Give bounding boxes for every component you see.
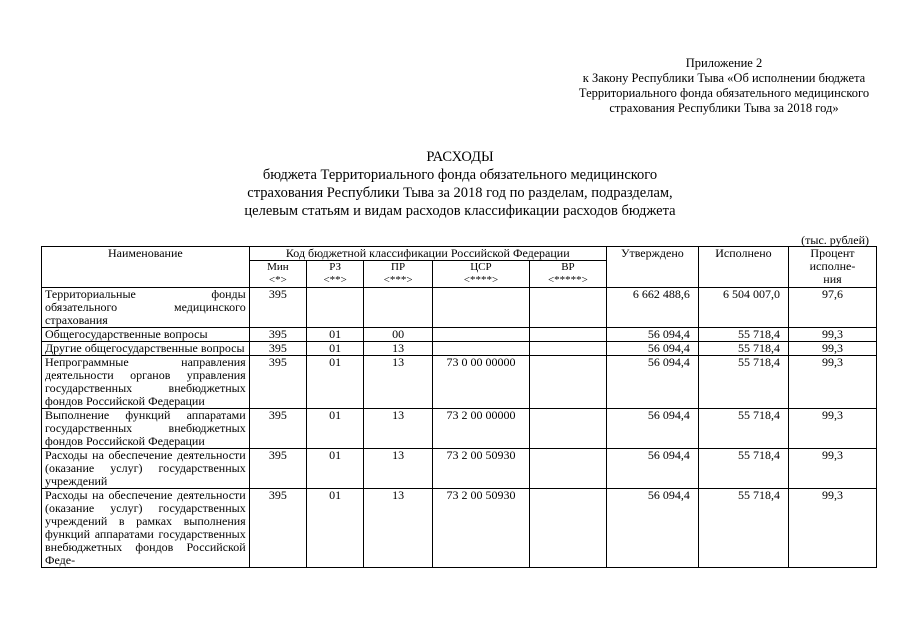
header-percent-line: исполне- [809, 259, 856, 273]
row-approved: 56 094,4 [606, 356, 698, 409]
expenses-table [41, 246, 877, 568]
row-pr: 13 [364, 489, 433, 568]
row-pr: 13 [364, 356, 433, 409]
row-name: Выполнение функций аппаратами государственных внебюджетных фондов Российской Федерации [42, 409, 250, 449]
row-name: Расходы на обеспечение деятельности (оказание услуг) государственных учреждений в рамках выполнения функций аппаратами государственных внебюджетных фондов Российской Феде- [42, 489, 250, 568]
header-code-group: Код бюджетной классификации Российской Федерации [249, 247, 606, 261]
row-percent: 99,3 [788, 356, 876, 409]
row-csr [432, 328, 529, 342]
header-csr-note: <****> [463, 274, 499, 286]
row-min: 395 [249, 356, 306, 409]
table-row [42, 409, 877, 449]
row-percent: 99,3 [788, 449, 876, 489]
row-csr: 73 2 00 50930 [432, 449, 529, 489]
row-pr [364, 288, 433, 328]
row-approved: 6 662 488,6 [606, 288, 698, 328]
row-name: Общегосударственные вопросы [42, 328, 250, 342]
row-percent: 99,3 [788, 328, 876, 342]
row-csr: 73 2 00 50930 [432, 489, 529, 568]
header-pr-label: ПР [391, 261, 406, 273]
header-csr-label: ЦСР [470, 261, 492, 273]
row-min: 395 [249, 409, 306, 449]
row-approved: 56 094,4 [606, 328, 698, 342]
row-executed: 55 718,4 [698, 342, 788, 356]
row-executed: 55 718,4 [698, 328, 788, 342]
row-pr: 13 [364, 449, 433, 489]
header-executed: Исполнено [698, 247, 788, 288]
title-line: целевым статьям и видам расходов классификации расходов бюджета [244, 203, 676, 219]
row-csr: 73 2 00 00000 [432, 409, 529, 449]
table-row [42, 328, 877, 342]
header-percent-line: Процент [810, 246, 855, 260]
row-name: Расходы на обеспечение деятельности (оказание услуг) государственных учреждений [42, 449, 250, 489]
header-percent-line: ния [823, 272, 842, 286]
row-approved: 56 094,4 [606, 449, 698, 489]
header-rz [307, 261, 364, 288]
header-name: Наименование [42, 247, 250, 288]
row-vr [530, 449, 607, 489]
header-approved: Утверждено [606, 247, 698, 288]
table-row [42, 449, 877, 489]
row-min: 395 [249, 449, 306, 489]
header-vr-label: ВР [561, 261, 575, 273]
row-rz: 01 [307, 449, 364, 489]
table-row [42, 342, 877, 356]
row-rz: 01 [307, 328, 364, 342]
row-rz: 01 [307, 409, 364, 449]
table-row [42, 288, 877, 328]
row-executed: 55 718,4 [698, 489, 788, 568]
header-min-label: Мин [267, 261, 289, 273]
row-pr: 13 [364, 342, 433, 356]
header-vr-note: <*****> [547, 274, 588, 286]
row-pr: 13 [364, 409, 433, 449]
header-rz-label: РЗ [329, 261, 342, 273]
title-line: бюджета Территориального фонда обязательного медицинского [262, 167, 658, 183]
row-name: Непрограммные направления деятельности органов управления государственных внебюджетных фондов Российской Федерации [42, 356, 250, 409]
appendix-line: страхования Республики Тыва за 2018 год» [609, 101, 839, 115]
row-name: Другие общегосударственные вопросы [42, 342, 250, 356]
row-executed: 55 718,4 [698, 356, 788, 409]
header-pr [364, 261, 433, 288]
title-heading: РАСХОДЫ [426, 149, 494, 165]
row-percent: 99,3 [788, 489, 876, 568]
row-vr [530, 356, 607, 409]
row-rz: 01 [307, 356, 364, 409]
row-csr: 73 0 00 00000 [432, 356, 529, 409]
row-pr: 00 [364, 328, 433, 342]
row-approved: 56 094,4 [606, 409, 698, 449]
header-csr [432, 261, 529, 288]
header-vr [530, 261, 607, 288]
document-title [170, 148, 750, 220]
row-vr [530, 288, 607, 328]
header-pr-note: <***> [383, 274, 413, 286]
row-approved: 56 094,4 [606, 342, 698, 356]
table-row [42, 489, 877, 568]
appendix-note [459, 56, 879, 116]
header-percent [788, 247, 876, 288]
row-percent: 97,6 [788, 288, 876, 328]
appendix-line: Территориального фонда обязательного медицинского [578, 86, 870, 100]
row-rz [307, 288, 364, 328]
row-percent: 99,3 [788, 409, 876, 449]
row-percent: 99,3 [788, 342, 876, 356]
header-rz-note: <**> [323, 274, 347, 286]
row-rz: 01 [307, 489, 364, 568]
row-min: 395 [249, 288, 306, 328]
header-min [249, 261, 306, 288]
header-min-note: <*> [268, 274, 287, 286]
row-min: 395 [249, 489, 306, 568]
row-rz: 01 [307, 342, 364, 356]
row-vr [530, 328, 607, 342]
row-min: 395 [249, 328, 306, 342]
row-vr [530, 489, 607, 568]
header-row [42, 247, 877, 261]
units-label: (тыс. рублей) [801, 233, 869, 247]
row-csr [432, 342, 529, 356]
title-line: страхования Республики Тыва за 2018 год по разделам, подразделам, [247, 185, 673, 201]
row-executed: 55 718,4 [698, 409, 788, 449]
row-executed: 55 718,4 [698, 449, 788, 489]
row-min: 395 [249, 342, 306, 356]
row-approved: 56 094,4 [606, 489, 698, 568]
row-csr [432, 288, 529, 328]
row-executed: 6 504 007,0 [698, 288, 788, 328]
appendix-line: к Закону Республики Тыва «Об исполнении бюджета [582, 71, 866, 85]
table-row [42, 356, 877, 409]
row-name: Территориальные фонды обязательного медицинского страхования [42, 288, 250, 328]
row-vr [530, 409, 607, 449]
appendix-line: Приложение 2 [685, 56, 763, 70]
row-vr [530, 342, 607, 356]
